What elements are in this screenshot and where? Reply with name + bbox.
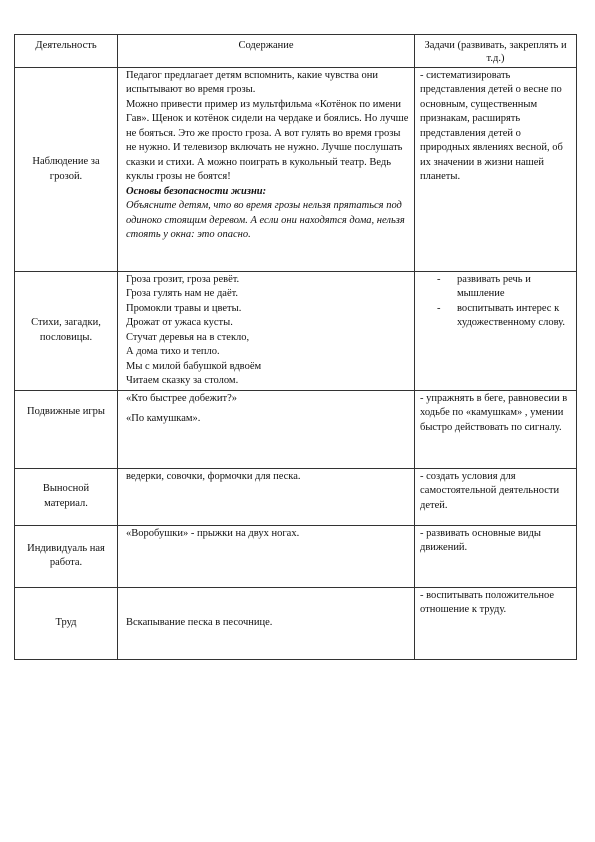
content-paragraph: Педагог предлагает детям вспомнить, какие чувства они испытывают во время грозы. [126,70,378,96]
poem-cell [118,272,415,391]
header-content: Содержание [118,35,415,68]
list-item: - воспитывать интерес к художественному слову. [420,302,572,331]
tasks-list [420,273,572,331]
table-row [15,525,577,587]
tasks-cell: - развивать основные виды движений. [415,525,577,587]
poem-line: Стучат деревья на в стекло, [126,331,250,343]
activity-cell: Подвижные игры [15,390,118,468]
content-cell [118,68,415,272]
header-tasks: Задачи (развивать, закреплять и т.д.) [415,35,577,68]
table-row [15,468,577,525]
table-row [15,272,577,391]
table-row [15,587,577,659]
tasks-cell [415,272,577,391]
list-item: - развивать речь и мышление [420,273,572,302]
tasks-cell: - воспитывать положительное отношение к труду. [415,587,577,659]
poem-line: Мы с милой бабушкой вдвоём [126,360,262,372]
activity-cell: Выносной материал. [15,468,118,525]
poem-line: Промокли травы и цветы. [126,302,242,314]
poem-line: Дрожат от ужаса кусты. [126,317,233,329]
poem-line: Гроза гулять нам не даёт. [126,288,239,300]
content-cell: «Воробушки» - прыжки на двух ногах. [118,525,415,587]
safety-text: Объясните детям, что во время грозы нельзя прятаться под одиноко стоящим деревом. А если они находятся дома, нельзя стоять у окна: это опасно. [126,200,405,241]
poem-line: А дома тихо и тепло. [126,346,220,358]
tasks-cell: - упражнять в беге, равновесии в ходьбе по «камушкам» , умении быстро действовать по сигналу. [415,390,577,468]
tasks-cell: - создать условия для самостоятельной деятельности детей. [415,468,577,525]
activity-cell: Труд [15,587,118,659]
game-item: «По камушкам». [126,413,201,425]
table-row [15,390,577,468]
tasks-cell: - систематизировать представления детей о весне по основным, существенным признакам, расширять представления детей о природных явлениях весной, об их значении в жизни нашей планеты. [415,68,577,272]
content-paragraph: Можно привести пример из мультфильма «Котёнок по имени Гав». Щенок и котёнок сидели на чердаке и боялись. Но лучше не бояться. Это же просто гроза. А вот гулять во время грозы не нужно. И телевизор включать не нужно. Лучше послушать сказки и стихи. А можно поиграть в кукольный театр. Ведь куклы грозы не боятся! [126,98,409,183]
activity-cell: Наблюдение за грозой. [15,68,118,272]
games-cell [118,390,415,468]
game-item: «Кто быстрее добежит?» [126,392,237,404]
plan-table [14,34,577,660]
activity-cell: Стихи, загадки, пословицы. [15,272,118,391]
header-activity: Деятельность [15,35,118,68]
content-cell: ведерки, совочки, формочки для песка. [118,468,415,525]
table-row [15,68,577,272]
table-header-row [15,35,577,68]
activity-cell: Индивидуаль ная работа. [15,525,118,587]
poem-line: Гроза грозит, гроза ревёт. [126,274,240,285]
poem-line: Читаем сказку за столом. [126,375,239,387]
content-cell: Вскапывание песка в песочнице. [118,587,415,659]
safety-heading: Основы безопасности жизни: [126,185,267,197]
